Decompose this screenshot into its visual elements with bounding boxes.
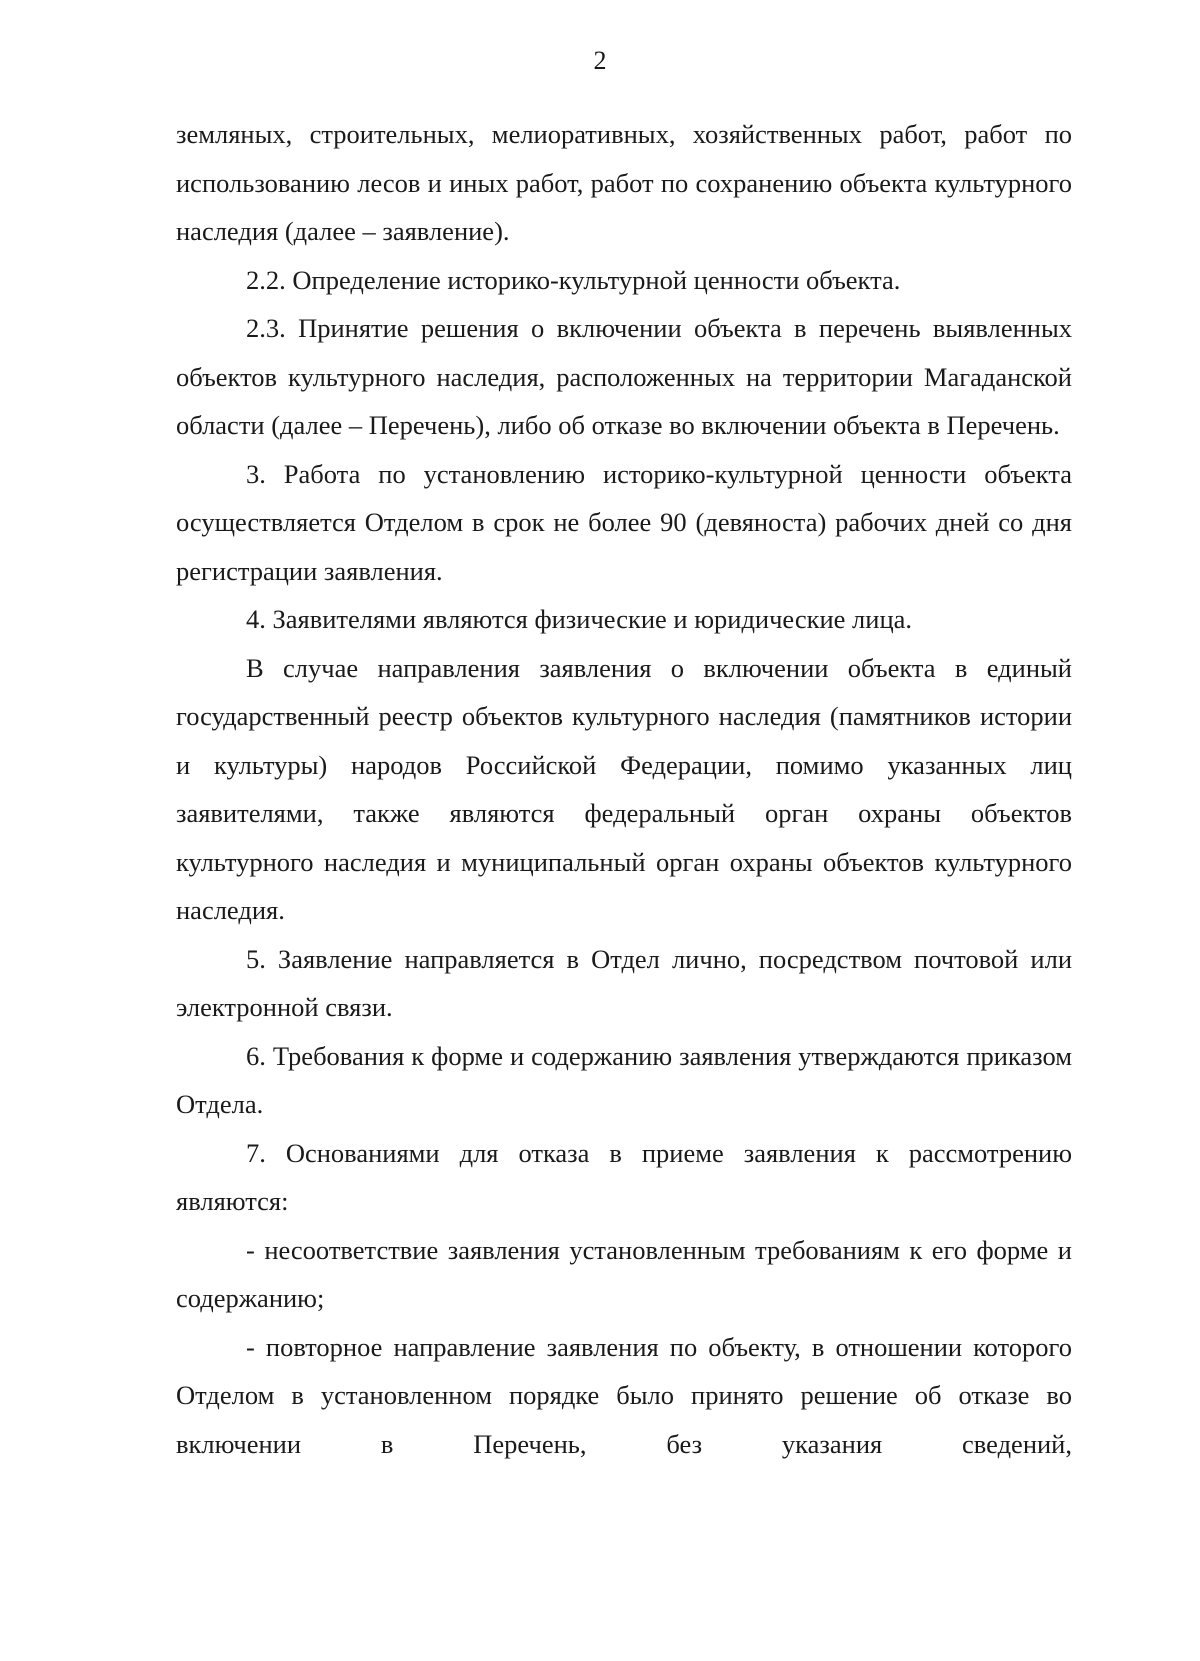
paragraph-4-applicants: В случае направления заявления о включении объекта в единый государственный реестр объектов культурного наследия (памятников истории и культуры) народов Российской Федерации, помимо указанных лиц заявителями, также являются федеральный орган охраны объектов культурного наследия и муниципальный орган охраны объектов культурного наследия. [176, 652, 1072, 925]
paragraph-6: 6. Требования к форме и содержанию заявления утверждаются приказом Отдела. [176, 1040, 1072, 1119]
paragraph-2-3: 2.3. Принятие решения о включении объекта в перечень выявленных объектов культурного наследия, расположенных на территории Магаданской области (далее – Перечень), либо об отказе во включении объекта в Перечень. [176, 313, 1072, 440]
paragraph-3: 3. Работа по установлению историко-культурной ценности объекта осуществляется Отделом в срок не более 90 (девяноста) рабочих дней со дня регистрации заявления. [176, 458, 1072, 586]
paragraph-4: 4. Заявителями являются физические и юридические лица. [246, 604, 913, 634]
list-item-repeat-application: - повторное направление заявления по объекту, в отношении которого Отделом в установленном порядке было принято решение об отказе во включении в Перечень, без указания сведений, [176, 1331, 1072, 1459]
paragraph-continuation: земляных, строительных, мелиоративных, хозяйственных работ, работ по использованию лесов и иных работ, работ по сохранению объекта культурного наследия (далее – заявление). [176, 119, 1072, 246]
paragraph-2-2: 2.2. Определение историко-культурной ценности объекта. [246, 264, 901, 295]
paragraph-7: 7. Основаниями для отказа в приеме заявления к рассмотрению являются: [176, 1137, 1072, 1216]
paragraph-5: 5. Заявление направляется в Отдел лично, посредством почтовой или электронной связи. [176, 943, 1072, 1022]
page-number: 2 [593, 46, 607, 75]
list-item-nonconformity: - несоответствие заявления установленным требованиям к его форме и содержанию; [176, 1234, 1072, 1313]
document-body [176, 110, 1072, 1468]
